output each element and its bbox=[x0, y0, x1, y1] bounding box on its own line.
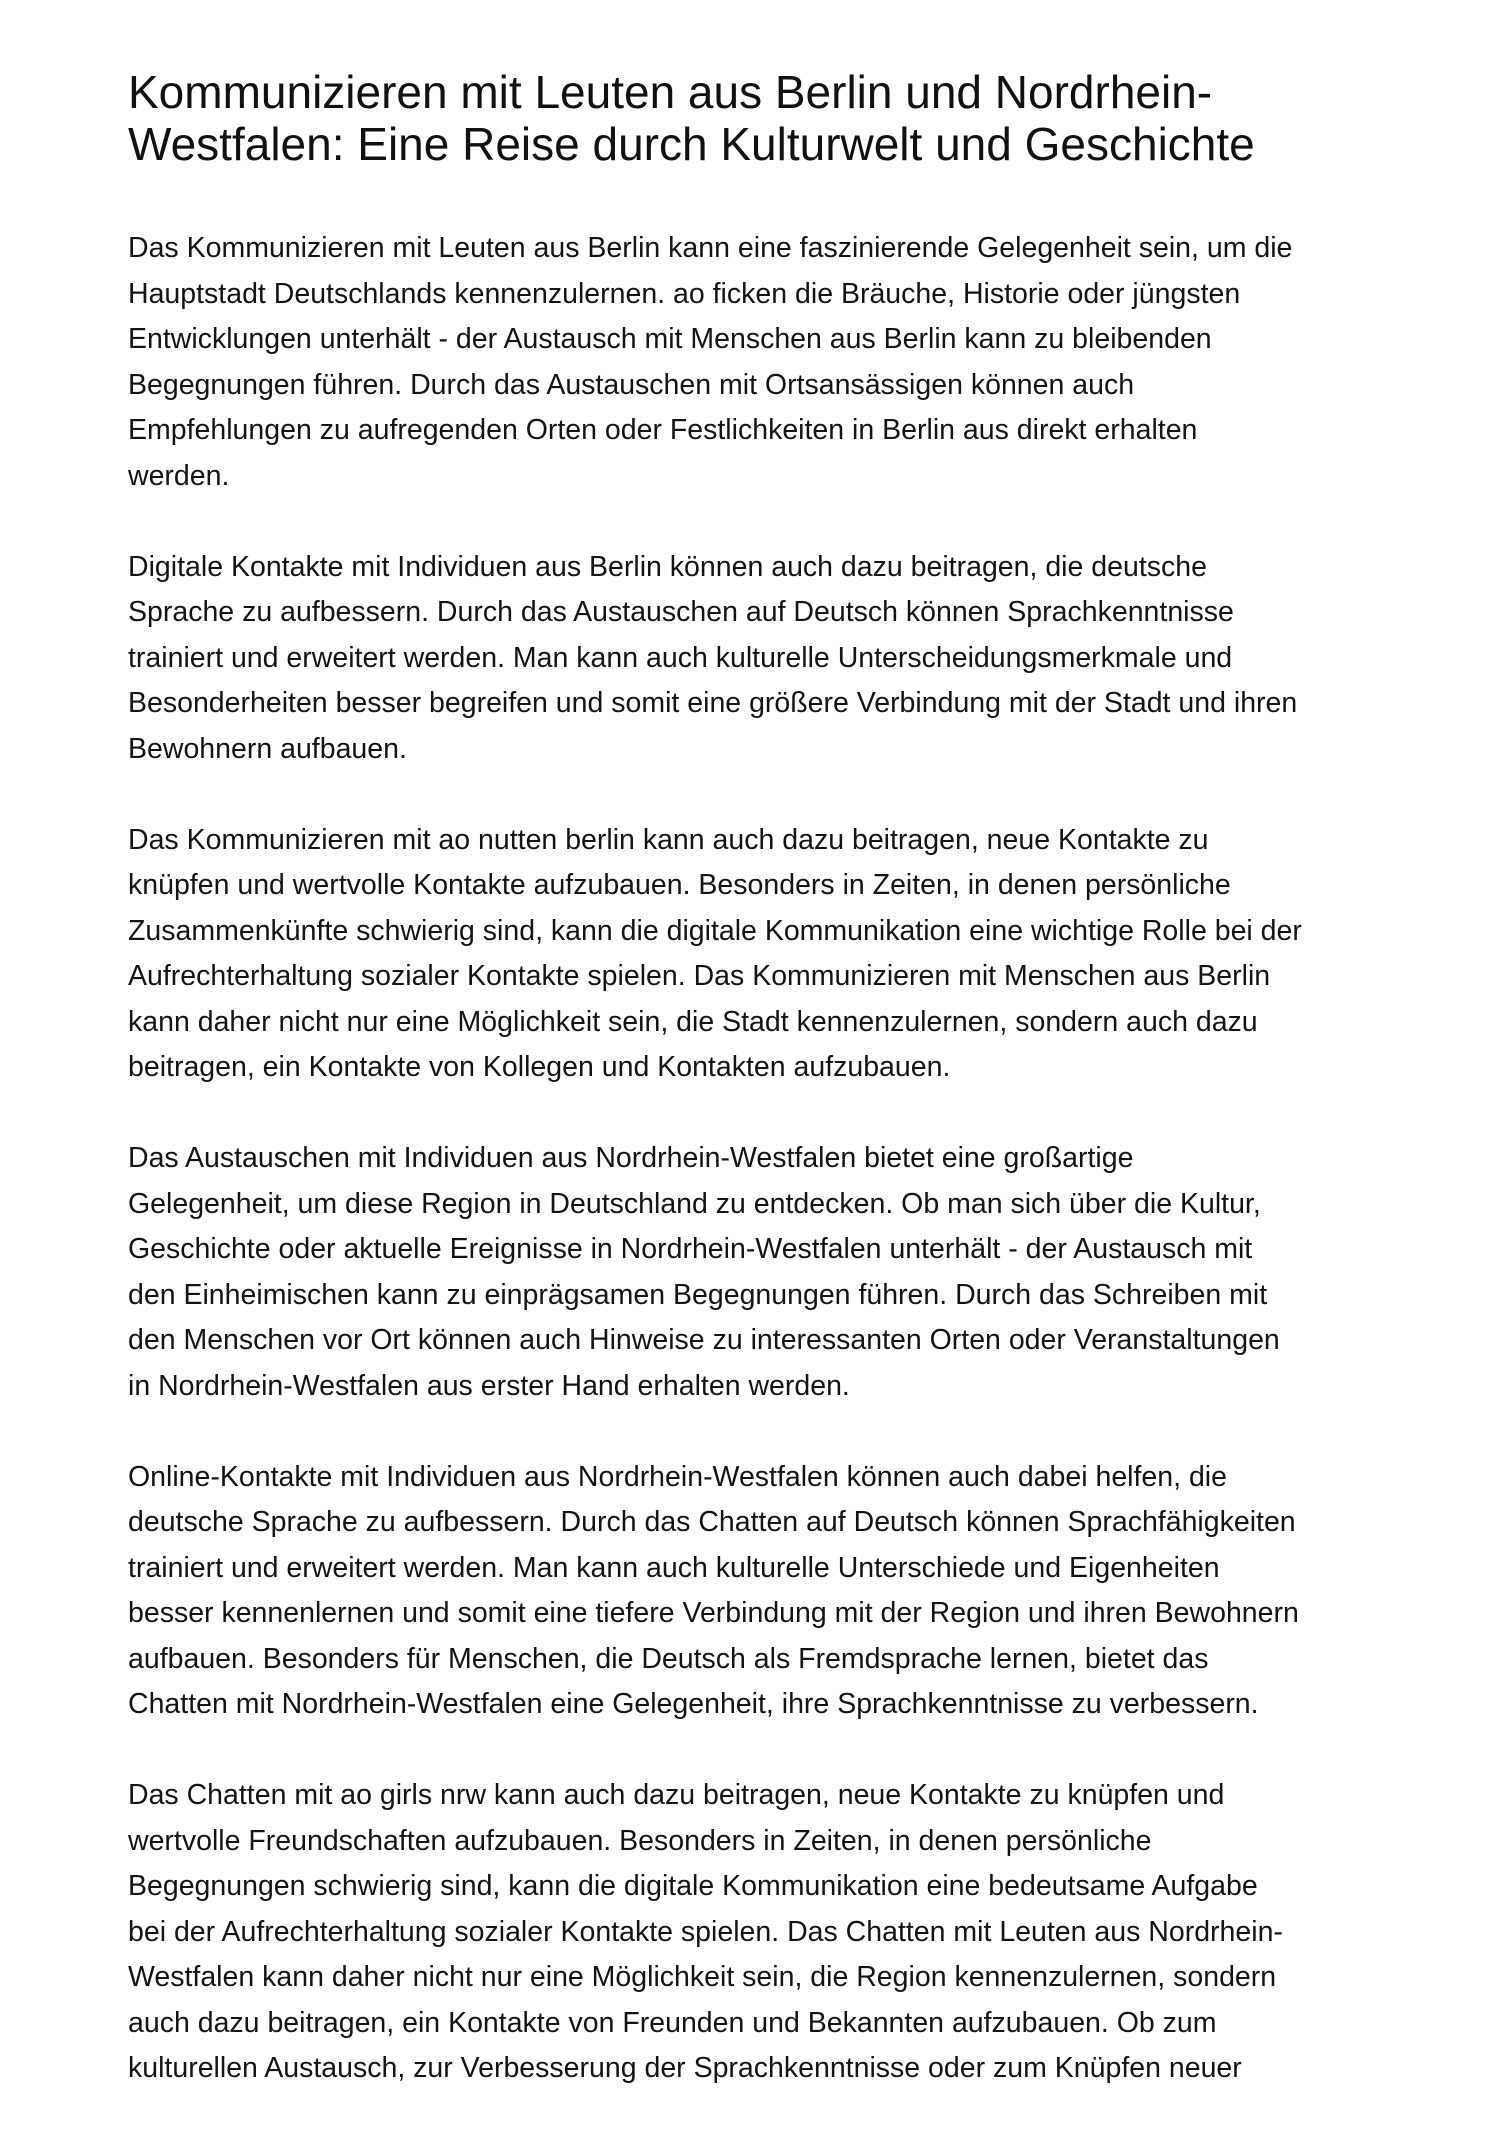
text-line: knüpfen und wertvolle Kontakte aufzubauen. Besonders in Zeiten, in denen persönliche bbox=[128, 869, 1231, 901]
text-line: Zusammenkünfte schwierig sind, kann die digitale Kommunikation eine wichtige Rolle bei der bbox=[128, 914, 1302, 947]
paragraph-nrw-intro bbox=[128, 1136, 1390, 1409]
text-line: auch dazu beitragen, ein Kontakte von Freunden und Bekannten aufzubauen. Ob zum bbox=[128, 2006, 1217, 2039]
paragraph-nrw-contacts bbox=[128, 1773, 1390, 2092]
paragraph-berlin-language bbox=[128, 545, 1390, 773]
text-line: Begegnungen führen. Durch das Austauschen mit Ortsansässigen können auch bbox=[128, 368, 1135, 401]
text-line: Hauptstadt Deutschlands kennenzulernen. ao ficken die Bräuche, Historie oder jüngsten bbox=[128, 277, 1241, 310]
paragraph-nrw-language bbox=[128, 1455, 1390, 1728]
text-line: wertvolle Freundschaften aufzubauen. Besonders in Zeiten, in denen persönliche bbox=[128, 1824, 1152, 1857]
text-line: Sprache zu aufbessern. Durch das Austauschen auf Deutsch können Sprachkenntnisse bbox=[128, 596, 1234, 628]
text-line: Aufrechterhaltung sozialer Kontakte spielen. Das Kommunizieren mit Menschen aus Berlin bbox=[128, 960, 1271, 992]
text-line: Besonderheiten besser begreifen und somit eine größere Verbindung mit der Stadt und ihren bbox=[128, 687, 1298, 719]
paragraph-berlin-intro bbox=[128, 226, 1390, 499]
text-line: in Nordrhein-Westfalen aus erster Hand erhalten werden. bbox=[128, 1369, 850, 1402]
text-line: werden. bbox=[128, 459, 230, 492]
document-page bbox=[128, 66, 1390, 2137]
text-line: Gelegenheit, um diese Region in Deutschland zu entdecken. Ob man sich über die Kultur, bbox=[128, 1187, 1261, 1220]
text-line: Das Austauschen mit Individuen aus Nordrhein-Westfalen bietet eine großartige bbox=[128, 1142, 1134, 1174]
text-line: Empfehlungen zu aufregenden Orten oder Festlichkeiten in Berlin aus direkt erhalten bbox=[128, 414, 1198, 446]
text-line: bei der Aufrechterhaltung sozialer Kontakte spielen. Das Chatten mit Leuten aus Nordrhein- bbox=[128, 1915, 1283, 1948]
text-line: aufbauen. Besonders für Menschen, die Deutsch als Fremdsprache lernen, bietet das bbox=[128, 1642, 1209, 1675]
text-line: Westfalen kann daher nicht nur eine Möglichkeit sein, die Region kennenzulernen, sondern bbox=[128, 1961, 1277, 1993]
text-line: den Einheimischen kann zu einprägsamen Begegnungen führen. Durch das Schreiben mit bbox=[128, 1278, 1268, 1311]
text-line: kulturellen Austausch, zur Verbesserung der Sprachkenntnisse oder zum Knüpfen neuer bbox=[128, 2052, 1242, 2084]
text-line: Online-Kontakte mit Individuen aus Nordrhein-Westfalen können auch dabei helfen, die bbox=[128, 1460, 1227, 1493]
text-line: Entwicklungen unterhält - der Austausch mit Menschen aus Berlin kann zu bleibenden bbox=[128, 323, 1212, 355]
text-line: Bewohnern aufbauen. bbox=[128, 732, 407, 765]
text-line: trainiert und erweitert werden. Man kann auch kulturelle Unterscheidungsmerkmale und bbox=[128, 641, 1233, 674]
text-line: Begegnungen schwierig sind, kann die digitale Kommunikation eine bedeutsame Aufgabe bbox=[128, 1870, 1258, 1902]
document-body bbox=[128, 226, 1390, 2092]
text-line: besser kennenlernen und somit eine tiefere Verbindung mit der Region und ihren Bewohnern bbox=[128, 1597, 1299, 1629]
text-line: deutsche Sprache zu aufbessern. Durch das Chatten auf Deutsch können Sprachfähigkeiten bbox=[128, 1506, 1296, 1538]
text-line: Chatten mit Nordrhein-Westfalen eine Gelegenheit, ihre Sprachkenntnisse zu verbessern. bbox=[128, 1688, 1259, 1720]
text-line: Geschichte oder aktuelle Ereignisse in Nordrhein-Westfalen unterhält - der Austausch mit bbox=[128, 1233, 1253, 1265]
text-line: Das Kommunizieren mit Leuten aus Berlin kann eine faszinierende Gelegenheit sein, um die bbox=[128, 232, 1293, 264]
title-line: Westfalen: Eine Reise durch Kulturwelt und Geschichte bbox=[128, 118, 1255, 170]
text-line: den Menschen vor Ort können auch Hinweise zu interessanten Orten oder Veranstaltungen bbox=[128, 1324, 1280, 1356]
paragraph-berlin-contacts bbox=[128, 818, 1390, 1091]
text-line: beitragen, ein Kontakte von Kollegen und Kontakten aufzubauen. bbox=[128, 1051, 951, 1083]
text-line: Das Chatten mit ao girls nrw kann auch dazu beitragen, neue Kontakte zu knüpfen und bbox=[128, 1779, 1225, 1811]
text-line: kann daher nicht nur eine Möglichkeit sein, die Stadt kennenzulernen, sondern auch dazu bbox=[128, 1005, 1258, 1038]
text-line: trainiert und erweitert werden. Man kann auch kulturelle Unterschiede und Eigenheiten bbox=[128, 1551, 1220, 1584]
title-line: Kommunizieren mit Leuten aus Berlin und Nordrhein- bbox=[128, 66, 1213, 118]
text-line: Das Kommunizieren mit ao nutten berlin kann auch dazu beitragen, neue Kontakte zu bbox=[128, 823, 1209, 856]
text-line: Digitale Kontakte mit Individuen aus Berlin können auch dazu beitragen, die deutsche bbox=[128, 550, 1207, 583]
document-title bbox=[128, 66, 1390, 170]
